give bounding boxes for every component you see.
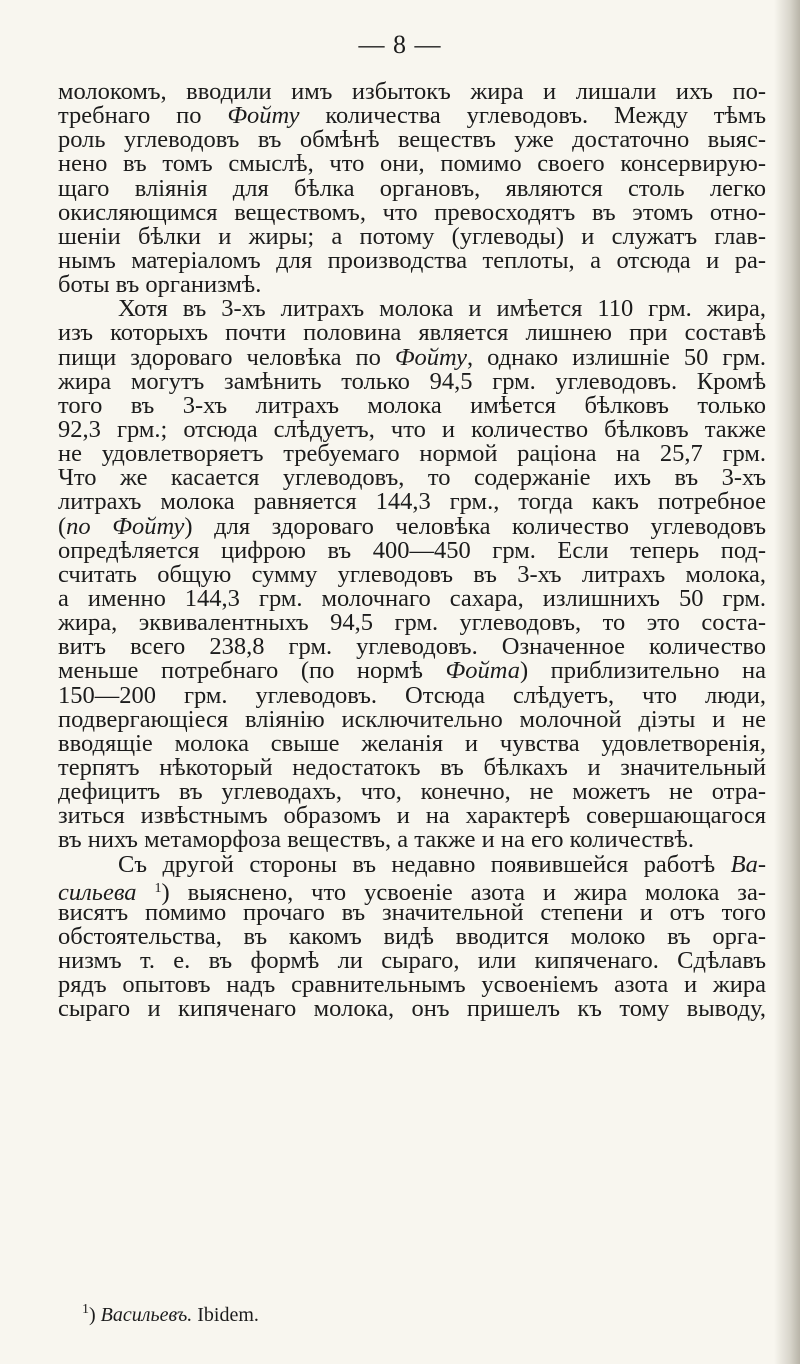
text-line: [58, 877, 766, 906]
text-line: [58, 343, 766, 371]
text-span: Съ другой стороны въ недавно появившейся работѣ: [118, 850, 731, 878]
text-span: окисляющимся веществомъ, что превосходятъ въ этомъ отно-: [58, 198, 766, 226]
text-span: боты въ организмѣ.: [58, 271, 262, 299]
text-span: вводящіе молока свыше желанія и чувства удовлетворенія,: [58, 729, 766, 757]
text-line: [58, 729, 766, 757]
text-span: по Фойту: [66, 512, 185, 540]
text-line: [58, 753, 766, 781]
text-span: сыраго и кипяченаго молока, онъ пришелъ къ тому выводу,: [58, 995, 766, 1023]
text-line: [58, 536, 766, 564]
text-span: Фойту: [227, 102, 300, 130]
text-line: [58, 415, 766, 443]
text-line: [58, 466, 766, 490]
footnote-marker: $^1$): [82, 1302, 96, 1326]
text-span: жира, эквивалентныхъ 94,5 грм. углеводовъ, то это соста-: [58, 609, 766, 637]
text-span: роль углеводовъ въ обмѣнѣ веществъ уже достаточно выяс-: [58, 126, 766, 154]
text-line: [58, 321, 766, 345]
text-span: требнаго по: [58, 102, 228, 130]
text-line: [58, 828, 766, 852]
text-line: [58, 659, 766, 683]
text-span: 92,3 грм.; отсюда слѣдуетъ, что и количество бѣлковъ также: [58, 415, 766, 443]
text-line: [58, 922, 766, 950]
text-span: количества углеводовъ. Между тѣмъ: [299, 102, 766, 130]
text-line: [58, 898, 766, 926]
text-line: [58, 490, 766, 514]
text-line: [58, 198, 766, 226]
text-line: [58, 997, 766, 1021]
text-line: [58, 560, 766, 588]
text-span: считать общую сумму углеводовъ въ 3-хъ литрахъ молока,: [58, 560, 766, 588]
text-line: [58, 850, 766, 878]
text-span: жира могутъ замѣнить только 94,5 грм. углеводовъ. Кромѣ: [58, 367, 766, 395]
text-span: не удовлетворяетъ требуемаго нормой раціона на 25,7 грм.: [58, 440, 766, 468]
text-line: [58, 442, 766, 466]
text-line: [58, 611, 766, 635]
text-line: [58, 104, 766, 128]
text-span: (: [58, 512, 67, 540]
text-line: [58, 391, 766, 419]
text-line: [58, 804, 766, 828]
text-span: низмъ т. е. въ формѣ ли сыраго, или кипяченаго. Сдѣлавъ: [58, 947, 766, 975]
text-line: [58, 152, 766, 176]
text-line: [58, 80, 766, 104]
footnote-ref-marker: 1: [154, 880, 162, 896]
footnote-author: Васильевъ.: [100, 1304, 193, 1326]
text-span: шеніи бѣлки и жиры; а потому (углеводы) и служатъ глав-: [58, 222, 766, 250]
text-line: [58, 973, 766, 997]
text-span: дефицитъ въ углеводахъ, что, конечно, не можетъ не отра-: [58, 778, 766, 806]
text-span: Хотя въ 3-хъ литрахъ молока и имѣется 110 грм. жира,: [118, 295, 766, 323]
text-line: [58, 705, 766, 733]
text-line: [58, 681, 766, 709]
text-line: [58, 174, 766, 202]
body-text: [58, 80, 766, 1021]
text-span: подвергающіеся вліянію исключительно молочной діэты и не: [58, 705, 766, 733]
text-line: [58, 297, 766, 321]
text-span: опредѣляется цифрою въ 400—450 грм. Если теперь под-: [58, 536, 766, 564]
text-line: [58, 367, 766, 395]
text-span: Фойта: [445, 657, 520, 685]
text-span: Ва-: [730, 850, 766, 878]
text-span: висятъ помимо прочаго въ значительной степени и отъ того: [58, 898, 766, 926]
text-span: меньше потребнаго (по нормѣ: [58, 657, 446, 685]
text-line: [58, 949, 766, 973]
text-line: [58, 273, 766, 297]
text-span: ) приблизительно на: [519, 657, 766, 685]
text-span: Фойту: [394, 343, 468, 371]
text-span: , однако излишніе 50 грм.: [467, 343, 766, 371]
text-span: пищи здороваго человѣка по: [58, 343, 395, 371]
text-line: [58, 222, 766, 250]
text-span: а именно 144,3 грм. молочнаго сахара, излишнихъ 50 грм.: [58, 584, 766, 612]
text-span: литрахъ молока равняется 144,3 грм., тогда какъ потребное: [58, 488, 766, 516]
text-span: рядъ опытовъ надъ сравнительнымъ усвоеніемъ азота и жира: [58, 971, 766, 999]
text-span: ) выяснено, что усвоеніе азота и жира молока за-: [161, 878, 766, 906]
text-span: молокомъ, вводили имъ избытокъ жира и лишали ихъ по-: [58, 78, 766, 105]
text-span: въ нихъ метаморфоза веществъ, а также и на его количествѣ.: [58, 826, 694, 854]
footnote-ref: Ibidem.: [197, 1304, 259, 1326]
text-line: [58, 128, 766, 152]
page-edge-shadow: [774, 0, 800, 1364]
text-span: того въ 3-хъ литрахъ молока имѣется бѣлковъ только: [58, 391, 766, 419]
text-span: нено въ томъ смыслѣ, что они, помимо своего консервирую-: [58, 150, 766, 178]
text-line: [58, 635, 766, 659]
text-line: [58, 780, 766, 804]
text-line: [58, 246, 766, 274]
text-span: ) для здороваго человѣка количество углеводовъ: [184, 512, 766, 540]
text-span: Что же касается углеводовъ, то содержаніе ихъ въ 3-хъ: [58, 464, 766, 492]
text-line: [58, 512, 766, 540]
text-span: обстоятельства, въ какомъ видѣ вводится молоко въ орга-: [58, 922, 766, 950]
page-number: — 8 —: [358, 30, 442, 59]
text-span: сильева: [58, 878, 137, 906]
text-line: [58, 584, 766, 612]
text-span: терпятъ нѣкоторый недостатокъ въ бѣлкахъ и значительный: [58, 753, 766, 781]
text-span: 150—200 грм. углеводовъ. Отсюда слѣдуетъ, что люди,: [58, 681, 766, 709]
text-span: изъ которыхъ почти половина является лишнею при составѣ: [58, 319, 766, 347]
text-span: витъ всего 238,8 грм. углеводовъ. Означенное количество: [58, 633, 766, 661]
text-span: зиться извѣстнымъ образомъ и на характерѣ совершающагося: [58, 802, 766, 830]
footnote: [82, 1298, 259, 1327]
text-span: нымъ матеріаломъ для производства теплоты, а отсюда и ра-: [58, 246, 766, 274]
text-span: щаго вліянія для бѣлка органовъ, являются столь легко: [58, 174, 766, 202]
